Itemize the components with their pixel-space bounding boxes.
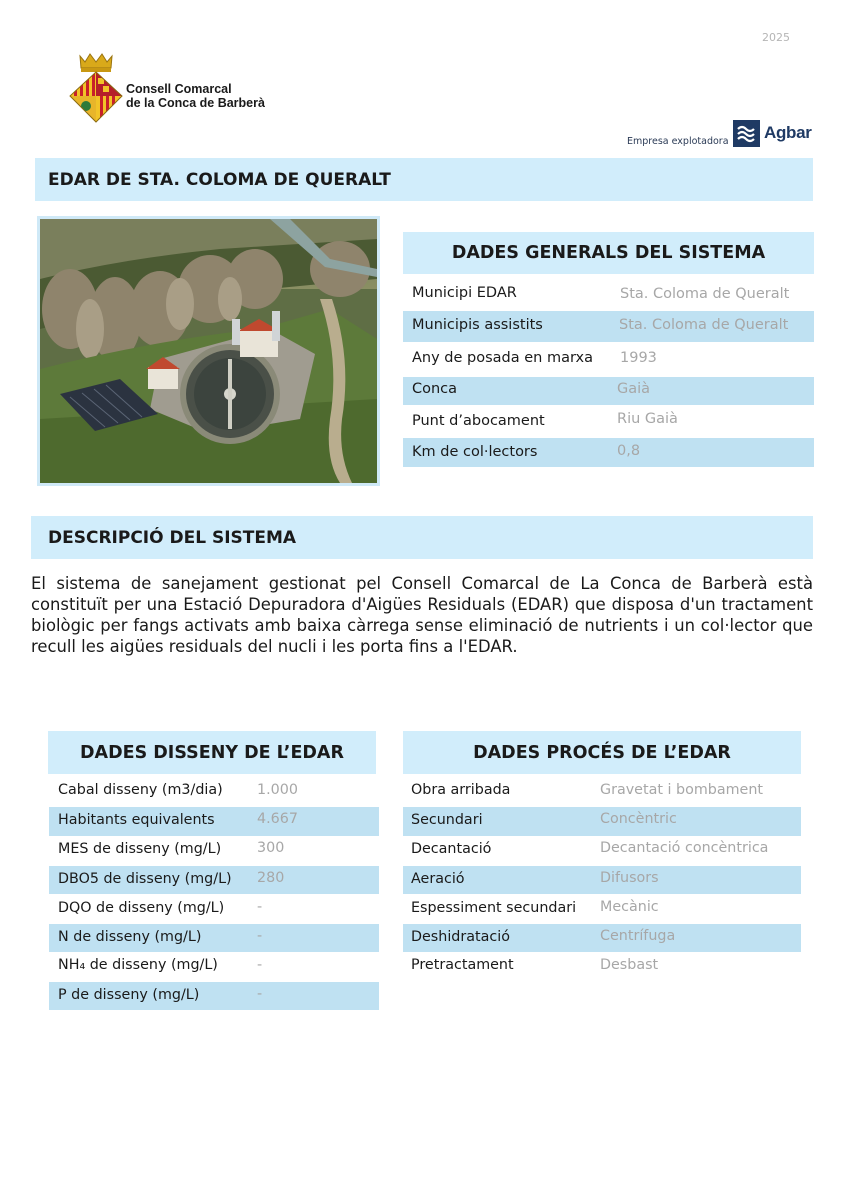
- row-label: Conca: [412, 381, 458, 397]
- process-data-header: [403, 731, 801, 774]
- row-label: Deshidratació: [411, 929, 510, 945]
- row-label: Aeració: [411, 871, 465, 887]
- row-label: NH₄ de disseny (mg/L): [58, 957, 218, 973]
- row-label: Obra arribada: [411, 782, 511, 798]
- table-row: [49, 894, 379, 924]
- row-label: P de disseny (mg/L): [58, 987, 200, 1003]
- description-text: El sistema de sanejament gestionat pel Consell Comarcal de La Conca de Barberà està constituït per una Estació Depuradora d'Aigües Residuals (EDAR) que disposa d'un tractament biològic per fangs activats amb baixa càrrega sense eliminació de nutrients i un col·lector que recull les aigües residuals del nucli i les porta fins a l'EDAR.: [31, 574, 813, 656]
- row-value: 300: [257, 840, 285, 856]
- logo-line-1: Consell Comarcal: [126, 82, 232, 96]
- page-title: EDAR DE STA. COLOMA DE QUERALT: [48, 169, 391, 190]
- description-header: [31, 516, 813, 559]
- operator-name: Agbar: [764, 123, 812, 142]
- document-year: 2025: [762, 31, 790, 44]
- table-row: [49, 777, 379, 807]
- table-row: [403, 438, 814, 467]
- row-value: Concèntric: [600, 811, 677, 827]
- logo-line-2: de la Conca de Barberà: [126, 96, 265, 110]
- row-value: Sta. Coloma de Queralt: [619, 317, 789, 333]
- row-label: Punt d’abocament: [412, 413, 545, 429]
- row-value: Mecànic: [600, 899, 659, 915]
- general-data-title: DADES GENERALS DEL SISTEMA: [451, 243, 766, 263]
- row-label: DQO de disseny (mg/L): [58, 900, 225, 916]
- plant-photo: [37, 216, 380, 486]
- row-value: Gravetat i bombament: [600, 782, 763, 798]
- table-row: [403, 894, 801, 924]
- row-value: 280: [257, 870, 285, 886]
- row-value: -: [257, 899, 263, 915]
- design-data-title: DADES DISSENY DE L’EDAR: [80, 742, 344, 763]
- general-data-header: [403, 232, 814, 274]
- general-data-table: [403, 279, 814, 467]
- row-value: Desbast: [600, 957, 659, 973]
- table-row: [403, 807, 801, 836]
- table-row: [49, 836, 379, 866]
- table-row: [403, 924, 801, 952]
- row-label: Municipi EDAR: [412, 285, 517, 301]
- design-data-table: [49, 777, 379, 1010]
- row-value: Decantació concèntrica: [600, 840, 769, 856]
- table-row: [403, 311, 814, 342]
- row-label: Secundari: [411, 812, 483, 828]
- agbar-logo-icon: [733, 120, 760, 147]
- table-row: [403, 777, 801, 807]
- table-row: [49, 982, 379, 1010]
- row-label: Cabal disseny (m3/dia): [58, 782, 223, 798]
- row-label: Municipis assistits: [412, 317, 543, 333]
- row-label: Any de posada en marxa: [412, 350, 594, 366]
- row-value: 1993: [620, 350, 657, 366]
- row-value: -: [257, 986, 263, 1002]
- row-label: N de disseny (mg/L): [58, 929, 202, 945]
- row-value: -: [257, 928, 263, 944]
- process-data-title: DADES PROCÉS DE L’EDAR: [473, 742, 731, 763]
- aerial-photo-wastewater-plant: [40, 219, 377, 483]
- table-row: [49, 807, 379, 836]
- consell-comarcal-logo: [68, 52, 298, 124]
- process-data-table: [403, 777, 801, 982]
- table-row: [403, 866, 801, 894]
- row-label: MES de disseny (mg/L): [58, 841, 222, 857]
- design-data-header: [48, 731, 376, 774]
- row-value: Riu Gaià: [617, 411, 678, 427]
- row-value: 0,8: [617, 443, 641, 459]
- row-value: 4.667: [257, 811, 298, 827]
- table-row: [403, 279, 814, 311]
- row-value: Gaià: [617, 381, 651, 397]
- row-label: DBO5 de disseny (mg/L): [58, 871, 232, 887]
- operator-block: [627, 120, 817, 148]
- row-label: Habitants equivalents: [58, 812, 215, 828]
- logo-text: [126, 82, 265, 110]
- operator-label: Empresa explotadora: [627, 136, 729, 147]
- table-row: [403, 377, 814, 405]
- table-row: [49, 952, 379, 982]
- row-value: Centrífuga: [600, 928, 676, 944]
- table-row: [403, 836, 801, 866]
- row-label: Km de col·lectors: [412, 444, 538, 460]
- row-value: Sta. Coloma de Queralt: [620, 286, 790, 302]
- row-label: Espessiment secundari: [411, 900, 577, 916]
- coat-of-arms-icon: [68, 52, 124, 124]
- table-row: [49, 866, 379, 894]
- row-label: Pretractament: [411, 957, 514, 973]
- row-value: 1.000: [257, 782, 298, 798]
- table-row: [49, 924, 379, 952]
- title-bar: [35, 158, 813, 201]
- description-title: DESCRIPCIÓ DEL SISTEMA: [48, 527, 297, 548]
- table-row: [403, 342, 814, 377]
- table-row: [403, 405, 814, 438]
- row-label: Decantació: [411, 841, 492, 857]
- row-value: -: [257, 957, 263, 973]
- table-row: [403, 952, 801, 982]
- row-value: Difusors: [600, 870, 659, 886]
